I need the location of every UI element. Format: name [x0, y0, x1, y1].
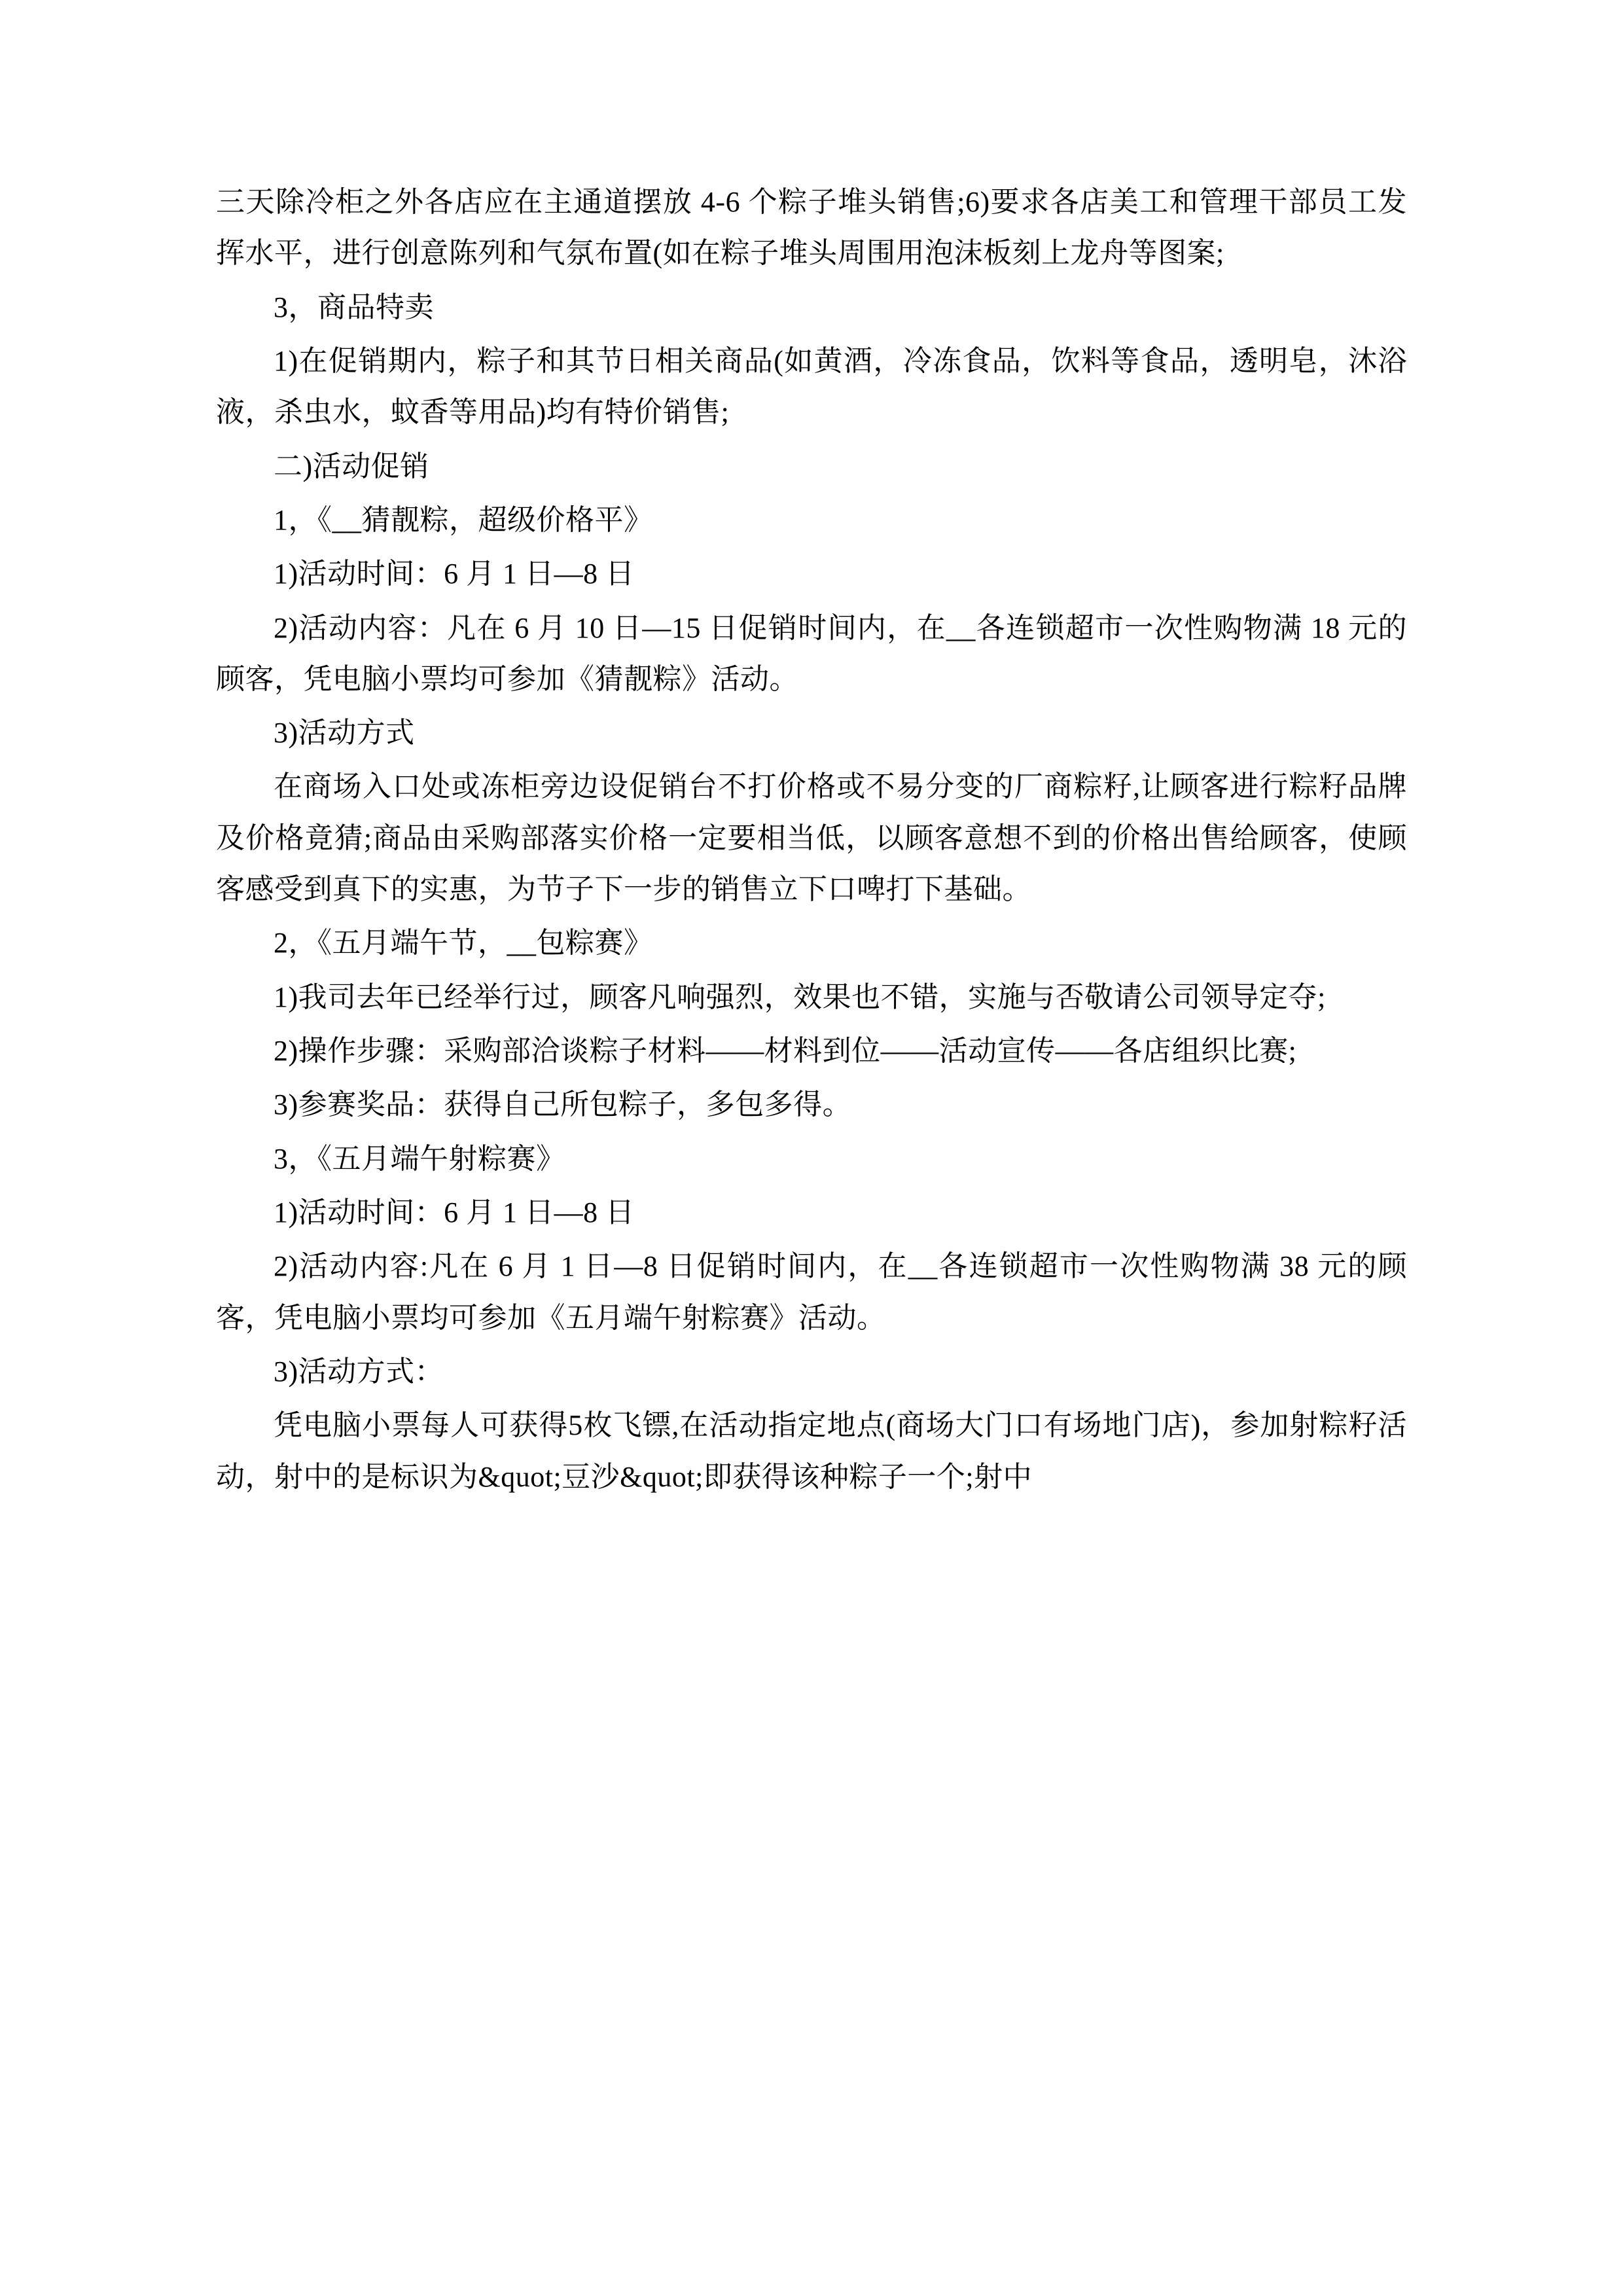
paragraph: 3)活动方式： — [274, 1355, 444, 1388]
paragraph: 2)操作步骤：采购部洽谈粽子材料——材料到位——活动宣传——各店组织比赛; — [274, 1035, 1297, 1067]
paragraph: 凭电脑小票每人可获得5枚飞镖,在活动指定地点(商场大门口有场地门店)，参加射粽籽活动，射中的是标识为&quot;豆沙&quot;即获得该种粽子一个;射中 — [216, 1409, 1407, 1493]
paragraph: 1)在促销期内，粽子和其节日相关商品(如黄酒，冷冻食品，饮料等食品，透明皂，沐浴液，杀虫水，蚊香等用品)均有特价销售; — [216, 344, 1407, 429]
paragraph: 二)活动促销 — [274, 450, 429, 482]
paragraph: 三天除冷柜之外各店应在主通道摆放 4-6 个粽子堆头销售;6)要求各店美工和管理干部员工发挥水平，进行创意陈列和气氛布置(如在粽子堆头周围用泡沫板刻上龙舟等图案; — [216, 186, 1407, 270]
document-body — [216, 177, 1407, 1503]
paragraph: 1)活动时间：6 月 1 日—8 日 — [274, 558, 635, 590]
paragraph: 3)活动方式 — [274, 717, 415, 749]
paragraph: 在商场入口处或冻柜旁边设促销台不打价格或不易分变的厂商粽籽,让顾客进行粽籽品牌及价格竟猜;商品由采购部落实价格一定要相当低，以顾客意想不到的价格出售给顾客，使顾客感受到真下的实惠，为节子下一步的销售立下口啤打下基础。 — [216, 770, 1407, 906]
paragraph: 1)我司去年已经举行过，顾客凡响强烈，效果也不错，实施与否敬请公司领导定夺; — [274, 980, 1326, 1013]
paragraph: 2)活动内容:凡在 6 月 1 日—8 日促销时间内，在__各连锁超市一次性购物满 38 元的顾客，凭电脑小票均可参加《五月端午射粽赛》活动。 — [216, 1250, 1407, 1334]
paragraph: 3)参赛奖品：获得自己所包粽子，多包多得。 — [274, 1088, 852, 1121]
paragraph: 3，《五月端午射粽赛》 — [274, 1142, 565, 1175]
paragraph: 1)活动时间：6 月 1 日—8 日 — [274, 1196, 635, 1229]
paragraph: 1，《__猜靓粽，超级价格平》 — [274, 503, 653, 536]
paragraph: 2，《五月端午节，__包粽赛》 — [274, 927, 653, 960]
paragraph: 2)活动内容：凡在 6 月 10 日—15 日促销时间内，在__各连锁超市一次性购物满 18 元的顾客，凭电脑小票均可参加《猜靓粽》活动。 — [216, 611, 1407, 695]
paragraph: 3，商品特卖 — [274, 291, 434, 323]
